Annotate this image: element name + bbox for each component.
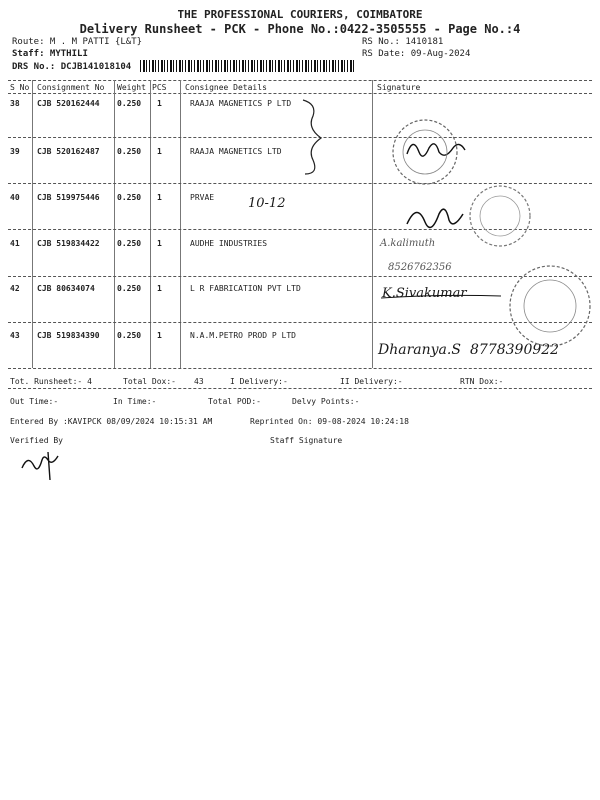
column-header-pcs: PCS	[152, 83, 167, 92]
table-cell-weight: 0.250	[117, 284, 142, 293]
stamp-seal	[524, 280, 576, 332]
table-cell-sno: 42	[10, 284, 20, 293]
table-cell-pcs: 1	[157, 331, 162, 340]
table-cell-pcs: 1	[157, 193, 162, 202]
i-delivery: I Delivery:-	[230, 377, 288, 386]
table-cell-pcs: 1	[157, 99, 162, 108]
staff-signature: Staff Signature	[270, 436, 343, 445]
column-divider	[32, 80, 33, 368]
column-divider	[180, 80, 181, 368]
handwritten-marks	[295, 94, 595, 364]
total-dox-label: Total Dox:-	[123, 377, 176, 386]
table-cell-sno: 39	[10, 147, 20, 156]
ii-delivery: II Delivery:-	[340, 377, 403, 386]
table-cell-consignment: CJB 519834422	[37, 239, 100, 248]
table-cell-consignment: CJB 519975446	[37, 193, 100, 202]
signature-underline	[381, 295, 501, 298]
brace-mark	[303, 100, 321, 174]
handwritten-name: Dharanya.S	[378, 342, 461, 358]
reprinted-on: Reprinted On: 09-08-2024 10:24:18	[250, 417, 409, 426]
signature-scribble	[407, 144, 465, 156]
table-cell-weight: 0.250	[117, 147, 142, 156]
rs-number: RS No.: 1410181	[362, 37, 444, 47]
verified-by: Verified By	[10, 436, 63, 445]
table-cell-sno: 38	[10, 99, 20, 108]
table-cell-weight: 0.250	[117, 193, 142, 202]
signature-scribble	[407, 209, 463, 227]
runsheet-heading: Delivery Runsheet - PCK - Phone No.:0422-3505555 - Page No.:4	[79, 22, 521, 36]
total-runsheet: Tot. Runsheet:- 4	[10, 377, 92, 386]
column-divider	[150, 80, 151, 368]
table-cell-consignee: RAAJA MAGNETICS P LTD	[190, 99, 292, 108]
out-time: Out Time:-	[10, 397, 59, 406]
table-cell-weight: 0.250	[117, 239, 142, 248]
table-cell-consignee: N.A.M.PETRO PROD P LTD	[190, 331, 296, 340]
table-cell-pcs: 1	[157, 284, 162, 293]
route-label: Route: M . M PATTI {L&T}	[12, 37, 143, 47]
table-cell-consignee: PRVAE	[190, 193, 215, 202]
table-cell-sno: 41	[10, 239, 20, 248]
delvy-points: Delvy Points:-	[292, 397, 360, 406]
barcode-image	[140, 60, 355, 72]
handwritten-note: 10-12	[248, 196, 286, 211]
table-cell-sno: 43	[10, 331, 20, 340]
handwritten-name: K.Sivakumar	[382, 286, 467, 301]
handwritten-phone: 8526762356	[388, 262, 452, 273]
stamp-seal	[470, 186, 530, 246]
column-header-sno: S No	[10, 83, 30, 92]
staff-label: Staff: MYTHILI	[12, 49, 88, 59]
handwritten-phone: 8778390922	[470, 342, 560, 358]
table-top-rule	[8, 80, 592, 81]
column-header-consignment: Consignment No	[37, 83, 105, 92]
column-header-consignee: Consignee Details	[185, 83, 267, 92]
in-time: In Time:-	[113, 397, 157, 406]
column-divider	[114, 80, 115, 368]
stamp-seal	[480, 196, 520, 236]
table-cell-consignment: CJB 519834390	[37, 331, 100, 340]
table-cell-consignee: AUDHE INDUSTRIES	[190, 239, 268, 248]
table-cell-consignment: CJB 520162487	[37, 147, 100, 156]
drs-number: DRS No.: DCJB141018104	[12, 62, 132, 72]
rs-date: RS Date: 09-Aug-2024	[362, 49, 471, 59]
table-cell-pcs: 1	[157, 147, 162, 156]
stamp-seal	[403, 130, 447, 174]
table-cell-consignment: CJB 80634074	[37, 284, 95, 293]
table-cell-pcs: 1	[157, 239, 162, 248]
table-cell-weight: 0.250	[117, 331, 142, 340]
table-cell-consignment: CJB 520162444	[37, 99, 100, 108]
table-cell-consignee: RAAJA MAGNETICS LTD	[190, 147, 282, 156]
table-bottom-rule	[8, 368, 592, 369]
company-title: THE PROFESSIONAL COURIERS, COIMBATORE	[177, 8, 423, 21]
entered-by: Entered By :KAVIPCK 08/09/2024 10:15:31 AM	[10, 417, 213, 426]
totals-rule	[8, 388, 592, 389]
handwritten-name: A.kalimuth	[380, 238, 436, 249]
total-dox-value: 43	[194, 377, 204, 386]
table-cell-sno: 40	[10, 193, 20, 202]
stamp-seal	[510, 266, 590, 346]
column-header-signature: Signature	[377, 83, 421, 92]
table-cell-weight: 0.250	[117, 99, 142, 108]
total-pod: Total POD:-	[208, 397, 261, 406]
table-cell-consignee: L R FABRICATION PVT LTD	[190, 284, 301, 293]
column-header-weight: Weight	[117, 83, 146, 92]
rtn-dox: RTN Dox:-	[460, 377, 504, 386]
verifier-signature	[18, 448, 68, 484]
